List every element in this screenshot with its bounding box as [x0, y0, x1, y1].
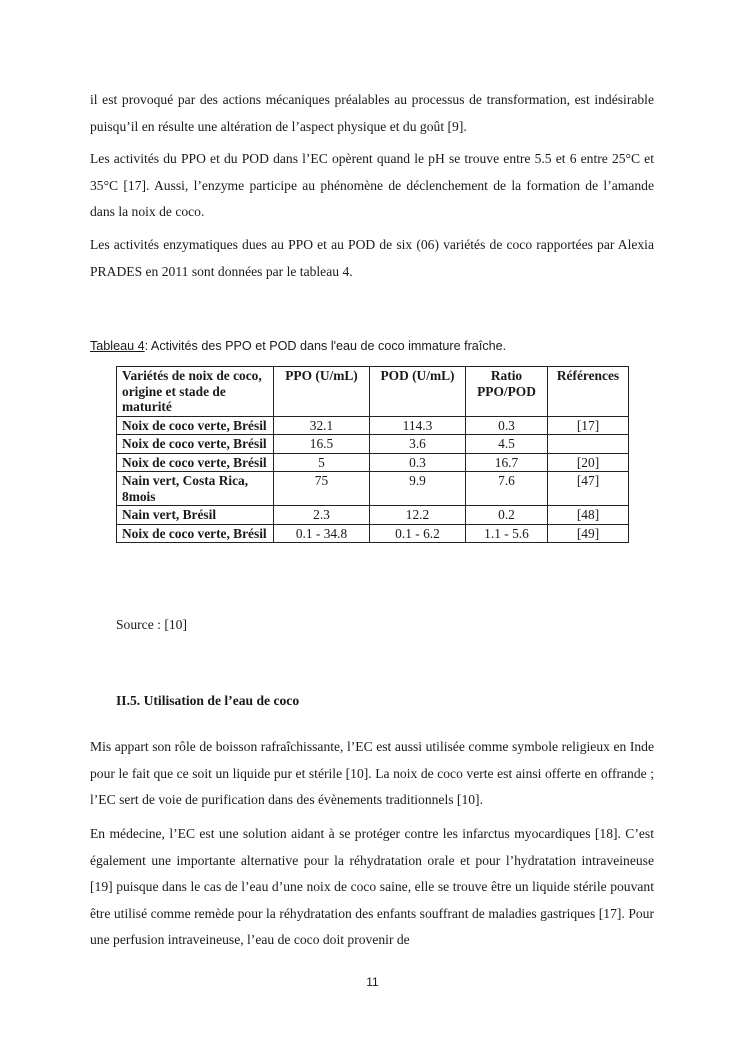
- cell-ratio: 0.2: [466, 506, 548, 525]
- table-row: [117, 453, 629, 472]
- cell-ratio: 7.6: [466, 472, 548, 506]
- cell-ppo: 75: [274, 472, 370, 506]
- cell-ppo: 32.1: [274, 416, 370, 435]
- table-caption: [90, 337, 506, 355]
- cell-pod: 3.6: [370, 435, 466, 454]
- cell-ppo: 2.3: [274, 506, 370, 525]
- cell-variety: Noix de coco verte, Brésil: [117, 453, 274, 472]
- cell-ratio: 4.5: [466, 435, 548, 454]
- paragraph-2: Les activités du PPO et du POD dans l’EC opèrent quand le pH se trouve entre 5.5 et 6 entre 25°C et 35°C [17]. Aussi, l’enzyme participe au phénomène de déclenchement de la formation de l’amande dans la noix de coco.: [90, 151, 654, 219]
- cell-pod: 0.1 - 6.2: [370, 524, 466, 543]
- cell-reference: [548, 435, 629, 454]
- cell-reference: [17]: [548, 416, 629, 435]
- paragraph-5: En médecine, l’EC est une solution aidant à se protéger contre les infarctus myocardiques [18]. C’est également une importante alternative pour la réhydratation orale et pour l’hydratation intraveineuse [19] puisque dans le cas de l’eau d’une noix de coco saine, elle se trouve être un liquide stérile pouvant être utilisé comme remède pour la réhydratation des enfants souffrant de maladies gastriques [17]. Pour une perfusion intraveineuse, l’eau de coco doit provenir de: [90, 826, 654, 947]
- table-header-row: [117, 367, 629, 417]
- cell-reference: [20]: [548, 453, 629, 472]
- header-pod: POD (U/mL): [370, 367, 466, 417]
- cell-pod: 12.2: [370, 506, 466, 525]
- cell-variety: Noix de coco verte, Brésil: [117, 435, 274, 454]
- cell-variety: Noix de coco verte, Brésil: [117, 524, 274, 543]
- section-heading: II.5. Utilisation de l’eau de coco: [116, 693, 300, 708]
- enzyme-activity-table: [116, 366, 629, 543]
- cell-ratio: 16.7: [466, 453, 548, 472]
- paragraph-3: Les activités enzymatiques dues au PPO et au POD de six (06) variétés de coco rapportées par Alexia PRADES en 2011 sont données par le tableau 4.: [90, 237, 654, 279]
- page-number: 11: [366, 975, 379, 989]
- cell-variety: Nain vert, Brésil: [117, 506, 274, 525]
- paragraph-4: Mis appart son rôle de boisson rafraîchissante, l’EC est aussi utilisée comme symbole religieux en Inde pour le fait que ce soit un liquide pur et stérile [10]. La noix de coco verte est ainsi offerte en offrande ; l’EC sert de voie de purification dans des évènements traditionnels [10].: [90, 739, 654, 807]
- cell-ppo: 5: [274, 453, 370, 472]
- table-source: Source : [10]: [116, 617, 187, 632]
- cell-reference: [49]: [548, 524, 629, 543]
- header-references: Références: [548, 367, 629, 417]
- cell-ratio: 1.1 - 5.6: [466, 524, 548, 543]
- paragraph-1: il est provoqué par des actions mécaniques préalables au processus de transformation, est indésirable puisqu’il en résulte une altération de l’aspect physique et du goût [9].: [90, 92, 654, 134]
- table-row: [117, 416, 629, 435]
- table-row: [117, 472, 629, 506]
- cell-pod: 9.9: [370, 472, 466, 506]
- table-caption-text: : Activités des PPO et POD dans l'eau de coco immature fraîche.: [144, 339, 507, 353]
- header-ppo: PPO (U/mL): [274, 367, 370, 417]
- table-row: [117, 435, 629, 454]
- cell-pod: 114.3: [370, 416, 466, 435]
- cell-variety: Noix de coco verte, Brésil: [117, 416, 274, 435]
- cell-variety: Nain vert, Costa Rica, 8mois: [117, 472, 274, 506]
- cell-pod: 0.3: [370, 453, 466, 472]
- cell-ppo: 16.5: [274, 435, 370, 454]
- header-variety: Variétés de noix de coco, origine et stade de maturité: [117, 367, 274, 417]
- table-caption-label: Tableau 4: [90, 339, 145, 353]
- cell-ppo: 0.1 - 34.8: [274, 524, 370, 543]
- header-ratio: Ratio PPO/POD: [466, 367, 548, 417]
- cell-reference: [47]: [548, 472, 629, 506]
- table-row: [117, 524, 629, 543]
- cell-ratio: 0.3: [466, 416, 548, 435]
- cell-reference: [48]: [548, 506, 629, 525]
- table-row: [117, 506, 629, 525]
